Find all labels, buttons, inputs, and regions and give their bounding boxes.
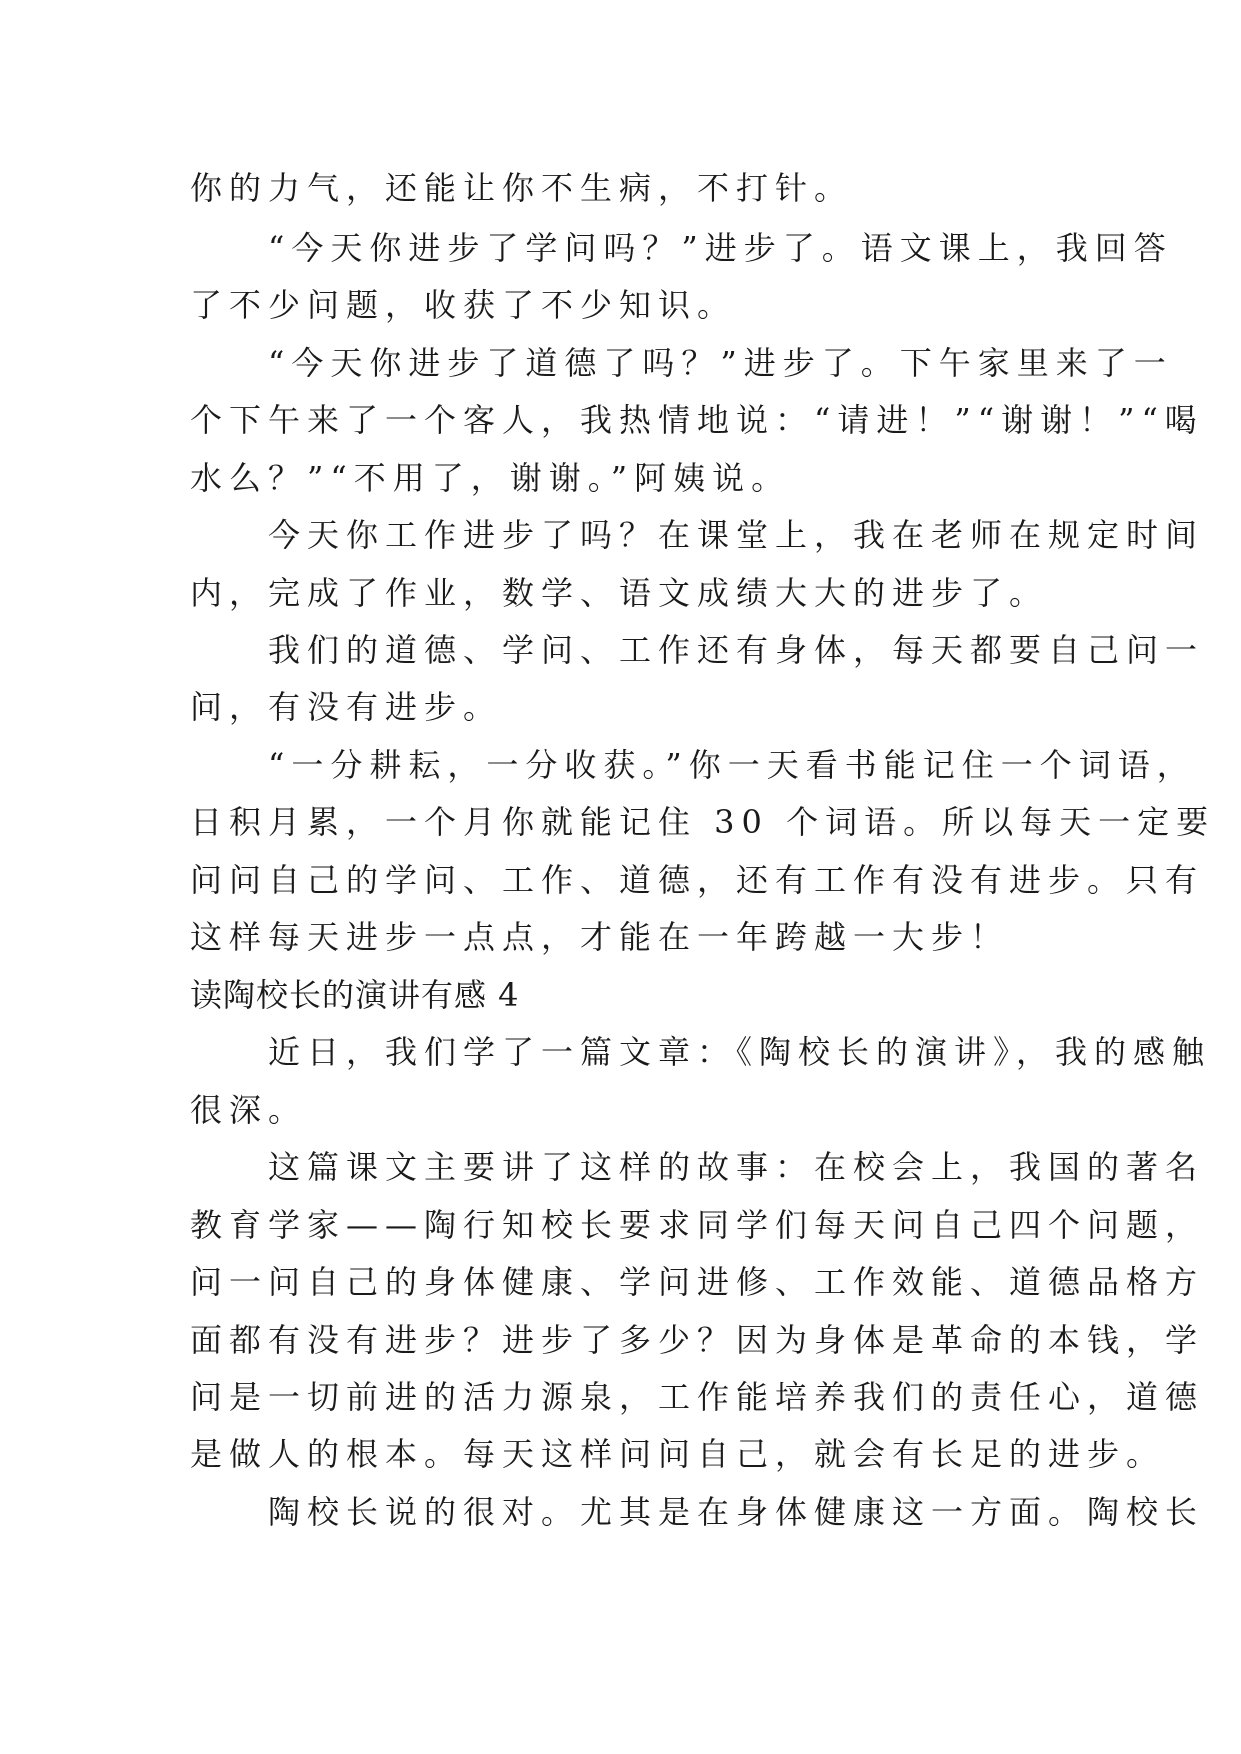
text-line: 这样每天进步一点点，才能在一年跨越一大步！: [190, 918, 1010, 956]
text-line: 内，完成了作业，数学、语文成绩大大的进步了。: [190, 574, 1049, 612]
text-line: 近日，我们学了一篇文章：《陶校长的演讲》，我的感触: [190, 1033, 1212, 1071]
text-line: 了不少问题，收获了不少知识。: [190, 286, 737, 324]
text-line: 教育学家——陶行知校长要求同学们每天问自己四个问题，: [190, 1206, 1205, 1244]
section-heading: 读陶校长的演讲有感 4: [190, 976, 520, 1014]
text-line: 水么？”“不用了，谢谢。”阿姨说。: [190, 459, 791, 497]
text-line: 我们的道德、学问、工作还有身体，每天都要自己问一: [190, 631, 1205, 669]
text-line: 是做人的根本。每天这样问问自己，就会有长足的进步。: [190, 1435, 1166, 1473]
text-line: “今天你进步了道德了吗？”进步了。下午家里来了一: [190, 344, 1173, 382]
text-line: “一分耕耘，一分收获。”你一天看书能记住一个词语，: [190, 746, 1196, 784]
text-line: 今天你工作进步了吗？在课堂上，我在老师在规定时间: [190, 516, 1205, 554]
text-line: “今天你进步了学问吗？”进步了。语文课上，我回答: [190, 229, 1173, 267]
text-line: 日积月累，一个月你就能记住 30 个词语。所以每天一定要: [190, 803, 1216, 841]
text-line: 问，有没有进步。: [190, 688, 503, 726]
text-line: 问问自己的学问、工作、道德，还有工作有没有进步。只有: [190, 861, 1205, 899]
text-line: 很深。: [190, 1091, 308, 1129]
text-line: 面都有没有进步？进步了多少？因为身体是革命的本钱，学: [190, 1321, 1205, 1359]
text-line: 这篇课文主要讲了这样的故事：在校会上，我国的著名: [190, 1148, 1205, 1186]
text-line: 问是一切前进的活力源泉，工作能培养我们的责任心，道德: [190, 1378, 1205, 1416]
text-line: 你的力气，还能让你不生病，不打针。: [190, 169, 854, 207]
text-line: 陶校长说的很对。尤其是在身体健康这一方面。陶校长: [190, 1493, 1205, 1531]
text-line: 个下午来了一个客人，我热情地说：“请进！”“谢谢！”“喝: [190, 401, 1204, 439]
text-line: 问一问自己的身体健康、学问进修、工作效能、道德品格方: [190, 1263, 1205, 1301]
